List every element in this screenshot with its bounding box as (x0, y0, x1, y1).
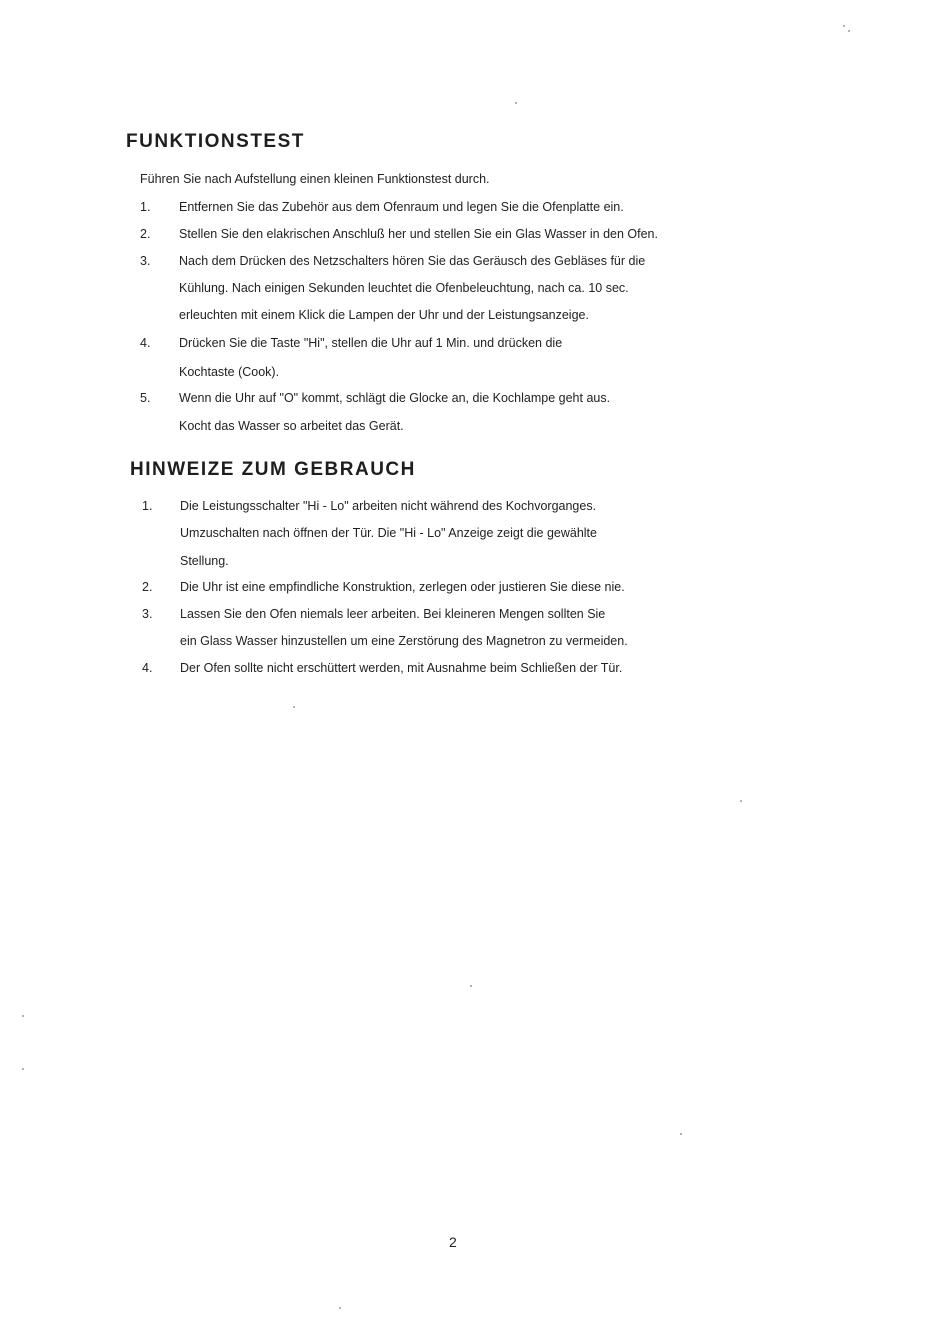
scan-speck (22, 1015, 24, 1017)
list-item-number: 4. (140, 336, 151, 350)
list-item-number: 4. (142, 661, 153, 675)
list-item-text: Umzuschalten nach öffnen der Tür. Die "Hi - Lo" Anzeige zeigt die gewählte (180, 526, 597, 540)
list-item-text: Kocht das Wasser so arbeitet das Gerät. (179, 419, 404, 433)
scan-speck (515, 102, 517, 104)
list-item-text: Kochtaste (Cook). (179, 365, 280, 379)
list-item-text: Stellung. (180, 554, 229, 568)
list-item-text: Kühlung. Nach einigen Sekunden leuchtet die Ofenbeleuchtung, nach ca. 10 sec. (179, 281, 629, 295)
scan-speck (843, 25, 845, 27)
section-heading-hinweize: HINWEIZE ZUM GEBRAUCH (130, 459, 416, 480)
list-item-text: erleuchten mit einem Klick die Lampen der Uhr und der Leistungsanzeige. (179, 308, 589, 322)
list-item-text: Stellen Sie den elakrischen Anschluß her und stellen Sie ein Glas Wasser in den Ofen. (179, 227, 658, 241)
scan-speck (680, 1133, 682, 1135)
list-item-text: Drücken Sie die Taste "Hi", stellen die Uhr auf 1 Min. und drücken die (179, 336, 563, 350)
list-item-text: Entfernen Sie das Zubehör aus dem Ofenraum und legen Sie die Ofenplatte ein. (179, 200, 624, 214)
list-item-text: Lassen Sie den Ofen niemals leer arbeiten. Bei kleineren Mengen sollten Sie (180, 607, 606, 621)
list-item-text: ein Glass Wasser hinzustellen um eine Zerstörung des Magnetron zu vermeiden. (180, 634, 628, 648)
list-item-text: Wenn die Uhr auf "O" kommt, schlägt die Glocke an, die Kochlampe geht aus. (179, 391, 611, 405)
list-item-number: 3. (140, 254, 151, 268)
scan-speck (848, 30, 850, 32)
page-number: 2 (449, 1234, 457, 1250)
list-item-number: 2. (140, 227, 151, 241)
list-item-number: 1. (140, 200, 151, 214)
list-item-number: 5. (140, 391, 151, 405)
list-item-text: Die Leistungsschalter "Hi - Lo" arbeiten nicht während des Kochvorganges. (180, 499, 597, 513)
scan-speck (339, 1307, 341, 1309)
section-intro: Führen Sie nach Aufstellung einen kleinen Funktionstest durch. (140, 172, 490, 186)
list-item-number: 1. (142, 499, 153, 513)
scan-speck (470, 985, 472, 987)
scan-speck (740, 800, 742, 802)
list-item-text: Die Uhr ist eine empfindliche Konstruktion, zerlegen oder justieren Sie diese nie. (180, 580, 625, 594)
list-item-number: 3. (142, 607, 153, 621)
scan-speck (22, 1068, 24, 1070)
list-item-text: Der Ofen sollte nicht erschüttert werden, mit Ausnahme beim Schließen der Tür. (180, 661, 623, 675)
list-item-number: 2. (142, 580, 153, 594)
scan-speck (293, 706, 295, 708)
list-item-text: Nach dem Drücken des Netzschalters hören Sie das Geräusch des Gebläses für die (179, 254, 646, 268)
section-heading-funktionstest: FUNKTIONSTEST (126, 131, 305, 152)
